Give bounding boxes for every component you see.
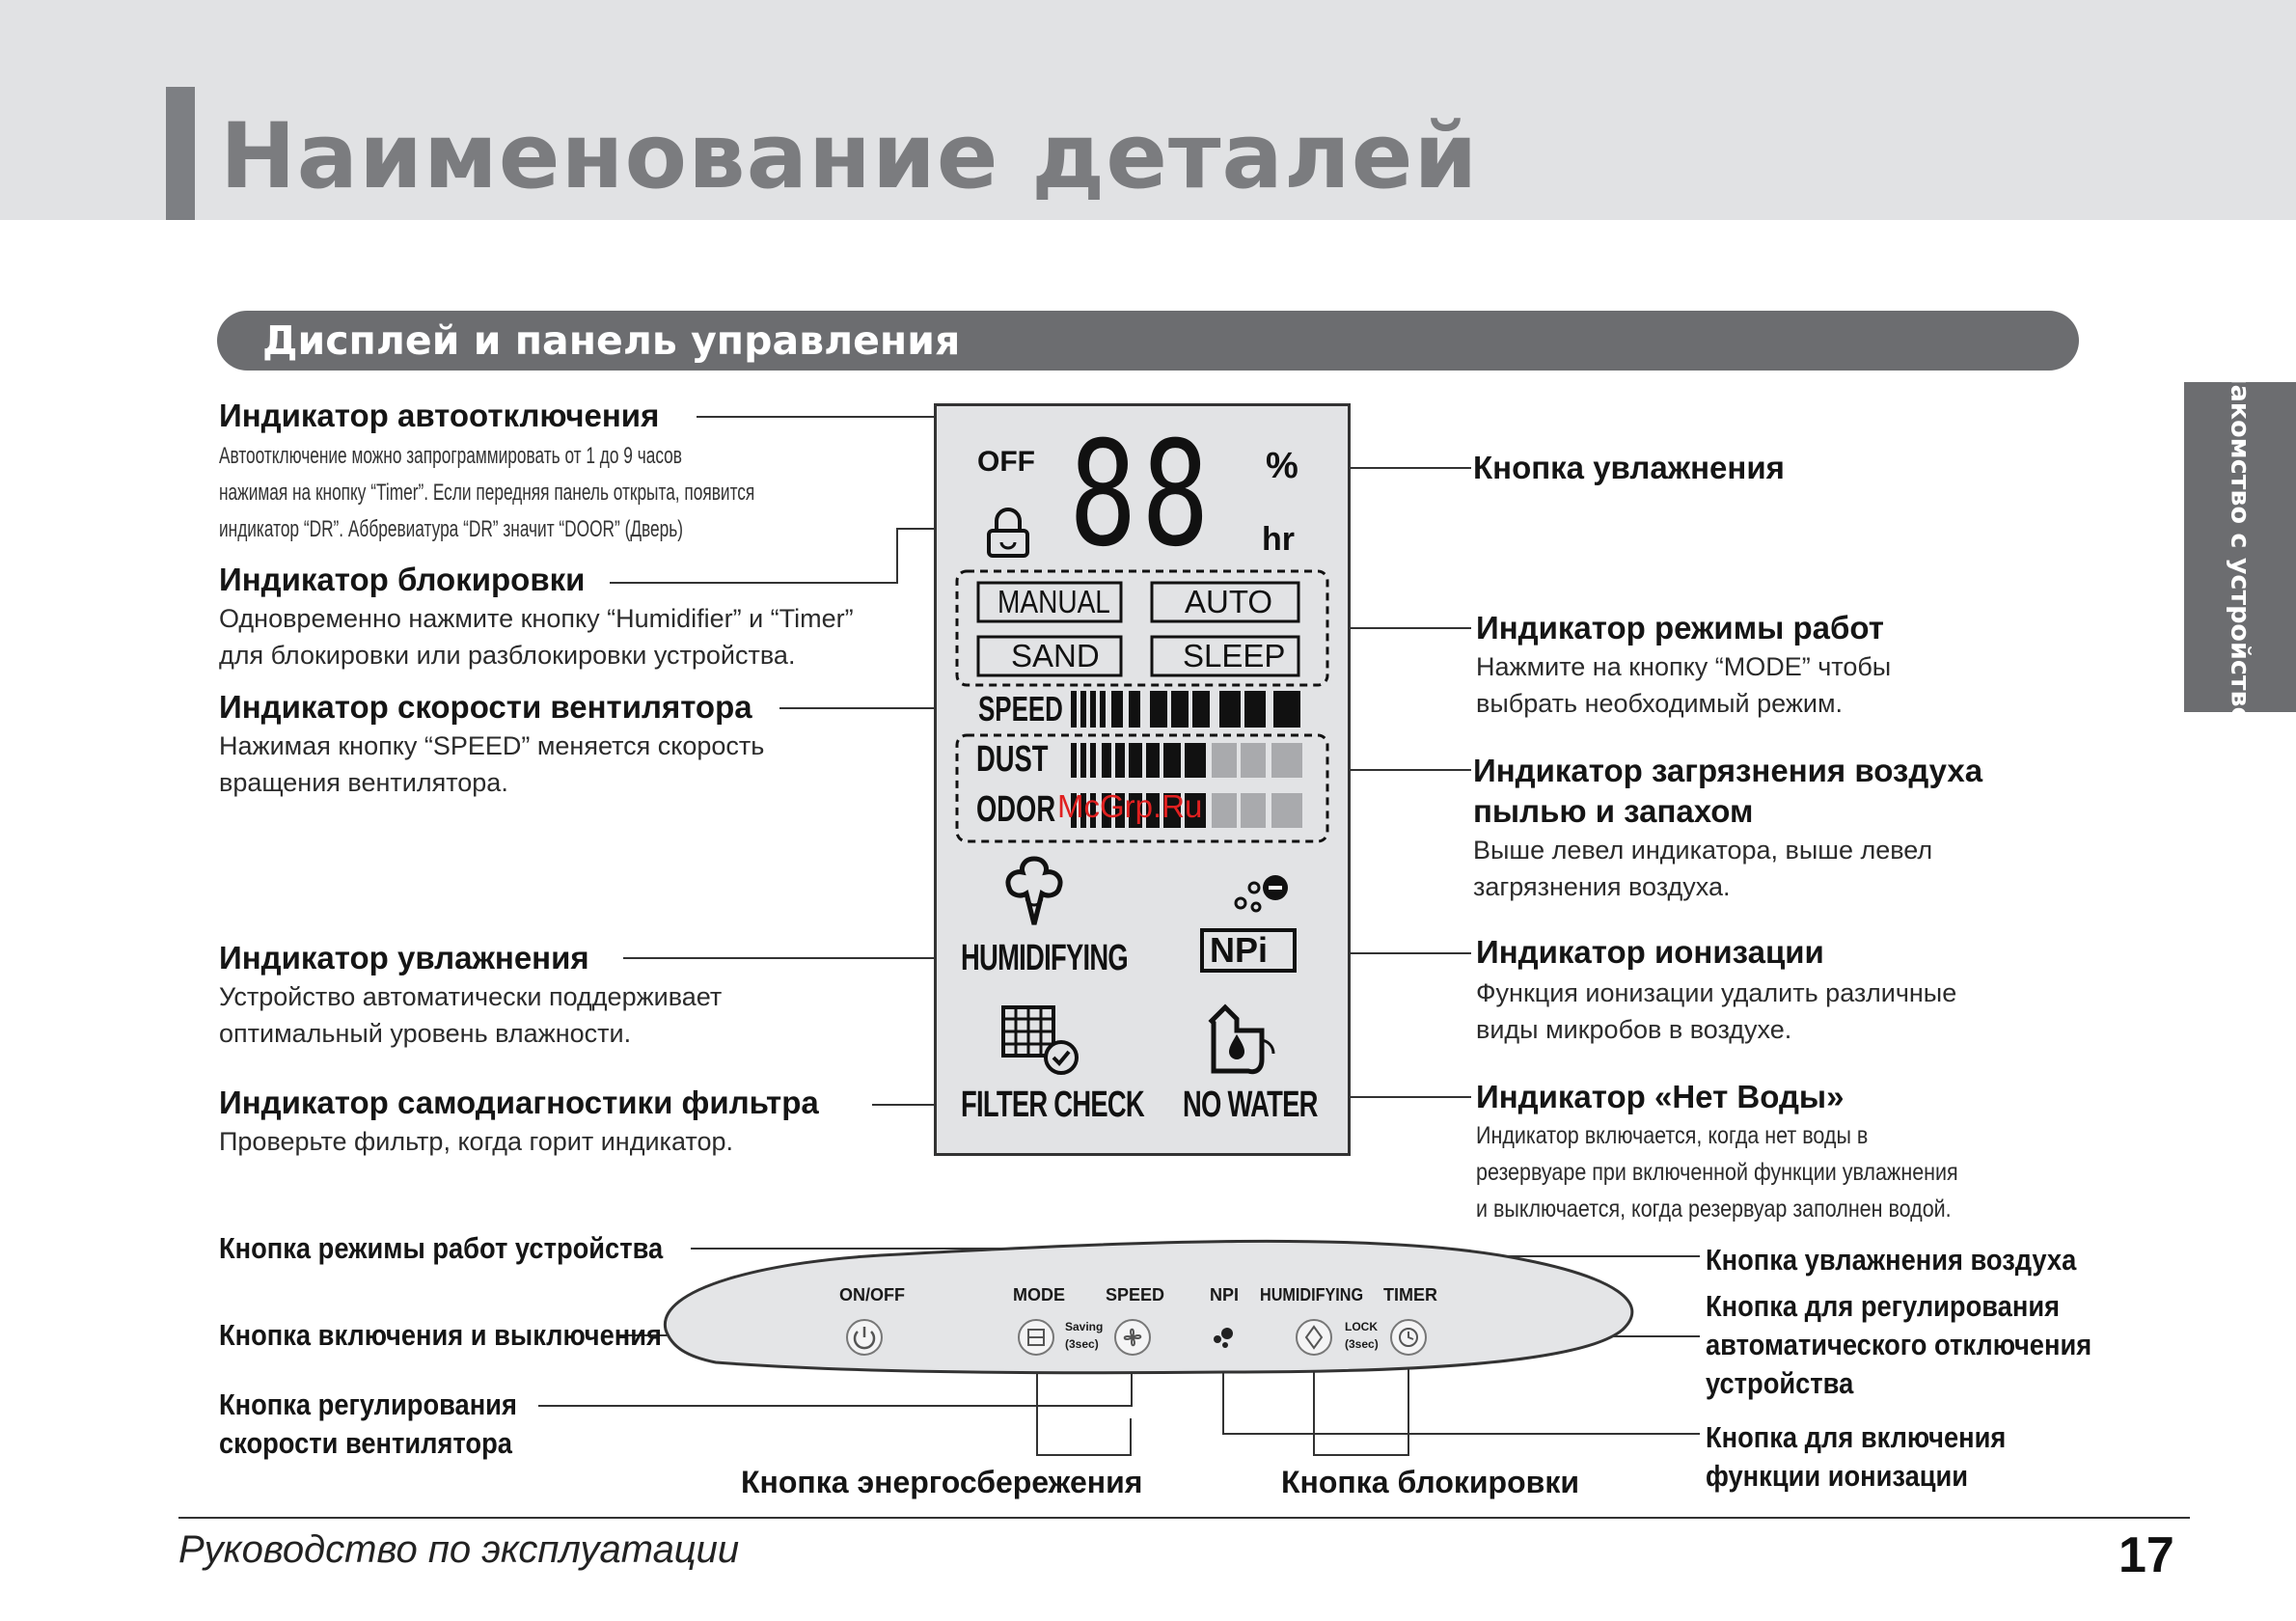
no-water-label: NO WATER [1183,1085,1318,1125]
dust-label: DUST [976,739,1049,780]
ionization-desc-line-2: виды микробов в воздухе. [1476,1015,1792,1044]
energy-saving-callout: Кнопка энергосбережения [741,1465,1143,1499]
pollution-title-2: пылью и запахом [1473,793,1754,829]
no-water-desc-line-1: Индикатор включается, когда нет воды в [1476,1122,1869,1149]
fan-speed-desc-line-1: Нажимая кнопку “SPEED” меняется скорость [219,731,765,760]
manual-label: Руководство по эксплуатации [178,1528,740,1571]
lock-indicator-title: Индикатор блокировки [219,562,586,597]
dust-bars [1071,743,1308,780]
speed-button-callout-2: скорости вентилятора [219,1426,512,1460]
no-water-icon [1204,1002,1287,1079]
speed-label: SPEED [978,689,1063,728]
lock-button-callout: Кнопка блокировки [1281,1465,1579,1499]
onoff-button[interactable] [845,1318,884,1357]
mode-sand: SAND [1011,638,1100,673]
timer-button-callout-2: автоматического отключения [1706,1328,2092,1361]
no-water-desc-line-3: и выключается, когда резервуар заполнен водой. [1476,1195,1952,1223]
speed-button[interactable] [1113,1318,1152,1357]
humidifying-desc-line-2: оптимальный уровень влажности. [219,1019,632,1048]
lock-indicator-desc-line-1: Одновременно нажмите кнопку “Humidifier” и “Timer” [219,604,854,633]
fan-speed-desc-line-2: вращения вентилятора. [219,768,508,797]
section-title: Дисплей и панель управления [262,317,961,364]
page-number: 17 [2118,1527,2174,1583]
timer-button-label: TIMER [1383,1285,1437,1305]
ionization-desc-line-1: Функция ионизации удалить различные [1476,978,1957,1007]
onoff-button-callout: Кнопка включения и выключения [219,1318,662,1352]
humidifying-label: HUMIDIFYING [961,938,1128,978]
auto-off-title: Индикатор автоотключения [219,398,660,433]
lock-time-label: (3sec) [1345,1337,1379,1351]
mode-manual: MANUAL [998,584,1110,619]
ionization-title: Индикатор ионизации [1476,934,1824,970]
lock-indicator-desc-line-2: для блокировки или разблокировки устройства. [219,641,796,670]
saving-label: Saving [1065,1320,1104,1333]
filter-icon [999,1003,1082,1077]
modes-title: Индикатор режимы работ [1476,610,1884,646]
auto-off-desc-line-1: Автоотключение можно запрограммировать от 1 до 9 часов [219,443,682,469]
mode-label: MODE [1013,1285,1065,1305]
fan-speed-title: Индикатор скорости вентилятора [219,689,752,725]
timer-button[interactable] [1389,1318,1428,1357]
watermark: McGrp.Ru [1057,788,1203,824]
timer-button-callout: Кнопка для регулирования [1706,1289,2061,1323]
lock-small-label: LOCK [1345,1320,1378,1333]
lcd-off-label: OFF [977,446,1035,478]
onoff-label: ON/OFF [839,1285,905,1305]
no-water-title: Индикатор «Нет Воды» [1476,1079,1845,1114]
npi-button-callout: Кнопка для включения [1706,1420,2007,1454]
filter-desc-line-1: Проверьте фильтр, когда горит индикатор. [219,1127,733,1156]
footer-rule [178,1517,2190,1519]
odor-label: ODOR [976,789,1056,830]
modes-desc-line-2: выбрать необходимый режим. [1476,689,1844,718]
saving-time-label: (3sec) [1065,1337,1099,1351]
humidify-button-callout: Кнопка увлажнения воздуха [1706,1243,2077,1277]
humidifying-desc-line-1: Устройство автоматически поддерживает [219,982,723,1011]
pollution-title: Индикатор загрязнения воздуха [1473,753,1983,788]
pollution-desc-line-2: загрязнения воздуха. [1473,872,1731,901]
mode-button[interactable] [1017,1318,1055,1357]
page-title: Наименование деталей [220,104,1479,209]
npi-button-label: NPI [1210,1285,1240,1305]
npi-button[interactable] [1204,1318,1243,1357]
pollution-desc-line-1: Выше левел индикатора, выше левел [1473,836,1933,865]
mode-sleep: SLEEP [1183,638,1286,673]
humidifying-button-label: HUMIDIFYING [1260,1285,1364,1305]
timer-button-callout-3: устройства [1706,1366,1854,1400]
mode-auto: AUTO [1185,584,1273,619]
lcd-digits: 88 [1069,411,1215,579]
mode-button-callout: Кнопка режимы работ устройства [219,1231,664,1265]
lcd-percent: % [1266,446,1298,486]
speed-button-callout: Кнопка регулирования [219,1387,517,1421]
speed-bars [1071,691,1308,729]
speed-button-label: SPEED [1106,1285,1165,1305]
humid-button-title: Кнопка увлажнения [1473,450,1785,485]
modes-desc-line-1: Нажмите на кнопку “MODE” чтобы [1476,652,1892,681]
lock-icon [982,504,1034,562]
lcd-hours: hr [1262,521,1295,558]
side-tab-label: Знакомство с устройством [2225,347,2255,747]
humidifying-icon [998,853,1071,932]
auto-off-desc-line-2: нажимая на кнопку “Timer”. Если передняя панель открыта, появится [219,480,755,506]
npi-button-callout-2: функции ионизации [1706,1459,1969,1493]
ion-bubbles-icon [1225,868,1293,932]
auto-off-desc-line-3: индикатор “DR”. Аббревиатура “DR” значит “DOOR” (Дверь) [219,516,684,542]
filter-title: Индикатор самодиагностики фильтра [219,1085,819,1120]
filter-check-label: FILTER CHECK [961,1085,1144,1125]
humidify-button[interactable] [1295,1318,1333,1357]
no-water-desc-line-2: резервуаре при включенной функции увлажнения [1476,1159,1958,1186]
npi-label: NPi [1210,930,1269,970]
humidifying-title: Индикатор увлажнения [219,940,589,975]
